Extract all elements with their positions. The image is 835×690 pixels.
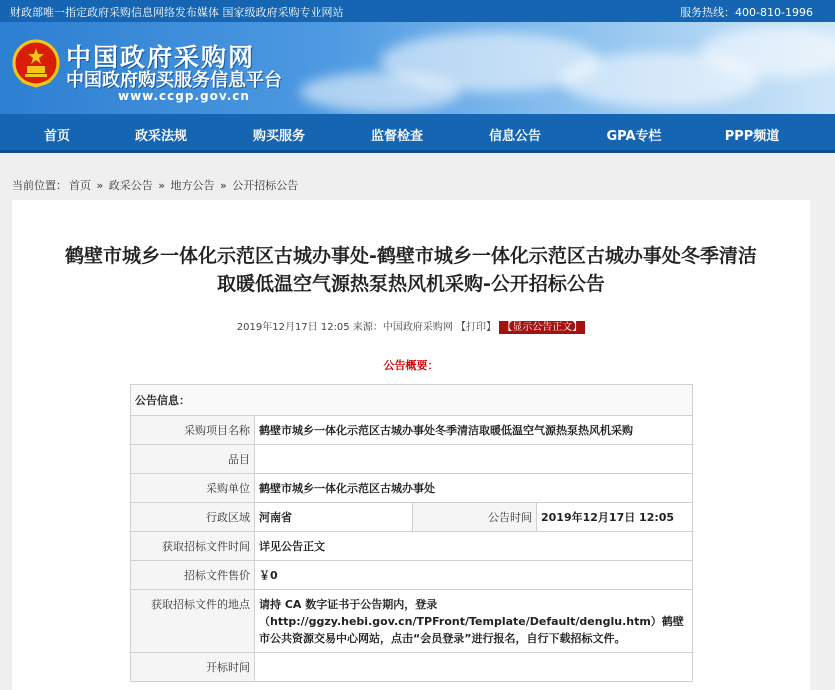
- buyer-label: 采购单位: [131, 474, 255, 503]
- table-row: [131, 503, 693, 532]
- top-info-bar: [0, 0, 835, 22]
- article-title: [12, 242, 810, 298]
- get-docs-place-label: 获取招标文件的地点: [131, 590, 255, 653]
- breadcrumb-gov-announcements[interactable]: 政采公告: [108, 179, 153, 192]
- table-row: [131, 416, 693, 445]
- open-time-label: 开标时间: [131, 653, 255, 682]
- nav-home[interactable]: 首页: [43, 129, 71, 144]
- project-name-value: 鹤壁市城乡一体化示范区古城办事处冬季清洁取暖低温空气源热泵热风机采购: [255, 416, 693, 445]
- article-source: 来源：中国政府采购网: [352, 322, 453, 333]
- table-row: [131, 590, 693, 653]
- publish-time-value: 2019年12月17日 12:05: [537, 503, 693, 532]
- nav-ppp[interactable]: PPP频道: [724, 129, 780, 144]
- table-row: [131, 532, 693, 561]
- table-row: [131, 653, 693, 682]
- get-docs-place-value: 请持 CA 数字证书于公告期内，登录（http://ggzy.hebi.gov.cn/TPFront/Template/Default/denglu.htm）鹤壁市公共资源交易中心网站，点击“会员登录”进行报名，自行下载招标文件。: [255, 590, 693, 653]
- category-value: [255, 445, 693, 474]
- nav-purchase-services[interactable]: 购买服务: [252, 129, 306, 144]
- breadcrumb-open-tender[interactable]: 公开招标公告: [232, 179, 299, 192]
- article-title-line1: 鹤壁市城乡一体化示范区古城办事处-鹤壁市城乡一体化示范区古城办事处冬季清洁: [65, 245, 757, 267]
- breadcrumb: [12, 177, 300, 193]
- article-title-line2: 取暖低温空气源热泵热风机采购-公开招标公告: [217, 273, 605, 295]
- print-link[interactable]: 【打印】: [456, 322, 497, 333]
- table-row: [131, 474, 693, 503]
- summary-heading: 公告概要：: [383, 359, 439, 372]
- table-row: [131, 561, 693, 590]
- docs-price-label: 招标文件售价: [131, 561, 255, 590]
- site-subname: 中国政府购买服务信息平台: [66, 70, 282, 91]
- site-name: 中国政府采购网: [66, 43, 256, 72]
- article-panel: [12, 200, 810, 690]
- article-date: 2019年12月17日 12:05: [236, 322, 350, 333]
- nav-regulations[interactable]: 政采法规: [134, 129, 188, 144]
- banner-cloud: [300, 72, 460, 112]
- breadcrumb-separator: »: [96, 179, 104, 192]
- get-docs-time-value: 详见公告正文: [255, 532, 693, 561]
- breadcrumb-home[interactable]: 首页: [69, 179, 91, 192]
- buyer-value: 鹤壁市城乡一体化示范区古城办事处: [255, 474, 693, 503]
- national-emblem-icon: [12, 39, 60, 89]
- nav-announcements[interactable]: 信息公告: [488, 129, 542, 144]
- show-announcement-button[interactable]: 【显示公告正文】: [499, 321, 585, 334]
- category-label: 品目: [131, 445, 255, 474]
- article-meta: [12, 318, 810, 333]
- table-row: [131, 445, 693, 474]
- service-hotline: 服务热线：400-810-1996: [680, 6, 813, 19]
- nav-supervision[interactable]: 监督检查: [370, 129, 424, 144]
- breadcrumb-separator: »: [158, 179, 165, 192]
- region-value: 河南省: [255, 503, 413, 532]
- open-time-value: [255, 653, 693, 682]
- site-banner: [0, 22, 835, 114]
- nav-gpa[interactable]: GPA专栏: [606, 129, 662, 144]
- docs-price-value: ￥0: [255, 561, 693, 590]
- top-bar-slogan: 财政部唯一指定政府采购信息网络发布媒体 国家级政府采购专业网站: [10, 6, 344, 19]
- table-row: [131, 385, 693, 416]
- site-url: www.ccgp.gov.cn: [118, 89, 250, 103]
- announcement-info-table: [130, 384, 693, 682]
- region-label: 行政区域: [131, 503, 255, 532]
- info-heading: 公告信息：: [131, 385, 693, 416]
- breadcrumb-separator: »: [219, 179, 227, 192]
- project-name-label: 采购项目名称: [131, 416, 255, 445]
- publish-time-label: 公告时间: [413, 503, 537, 532]
- main-nav: [0, 114, 835, 153]
- get-docs-time-label: 获取招标文件时间: [131, 532, 255, 561]
- breadcrumb-prefix: 当前位置：: [12, 179, 67, 192]
- breadcrumb-local-announcements[interactable]: 地方公告: [170, 179, 215, 192]
